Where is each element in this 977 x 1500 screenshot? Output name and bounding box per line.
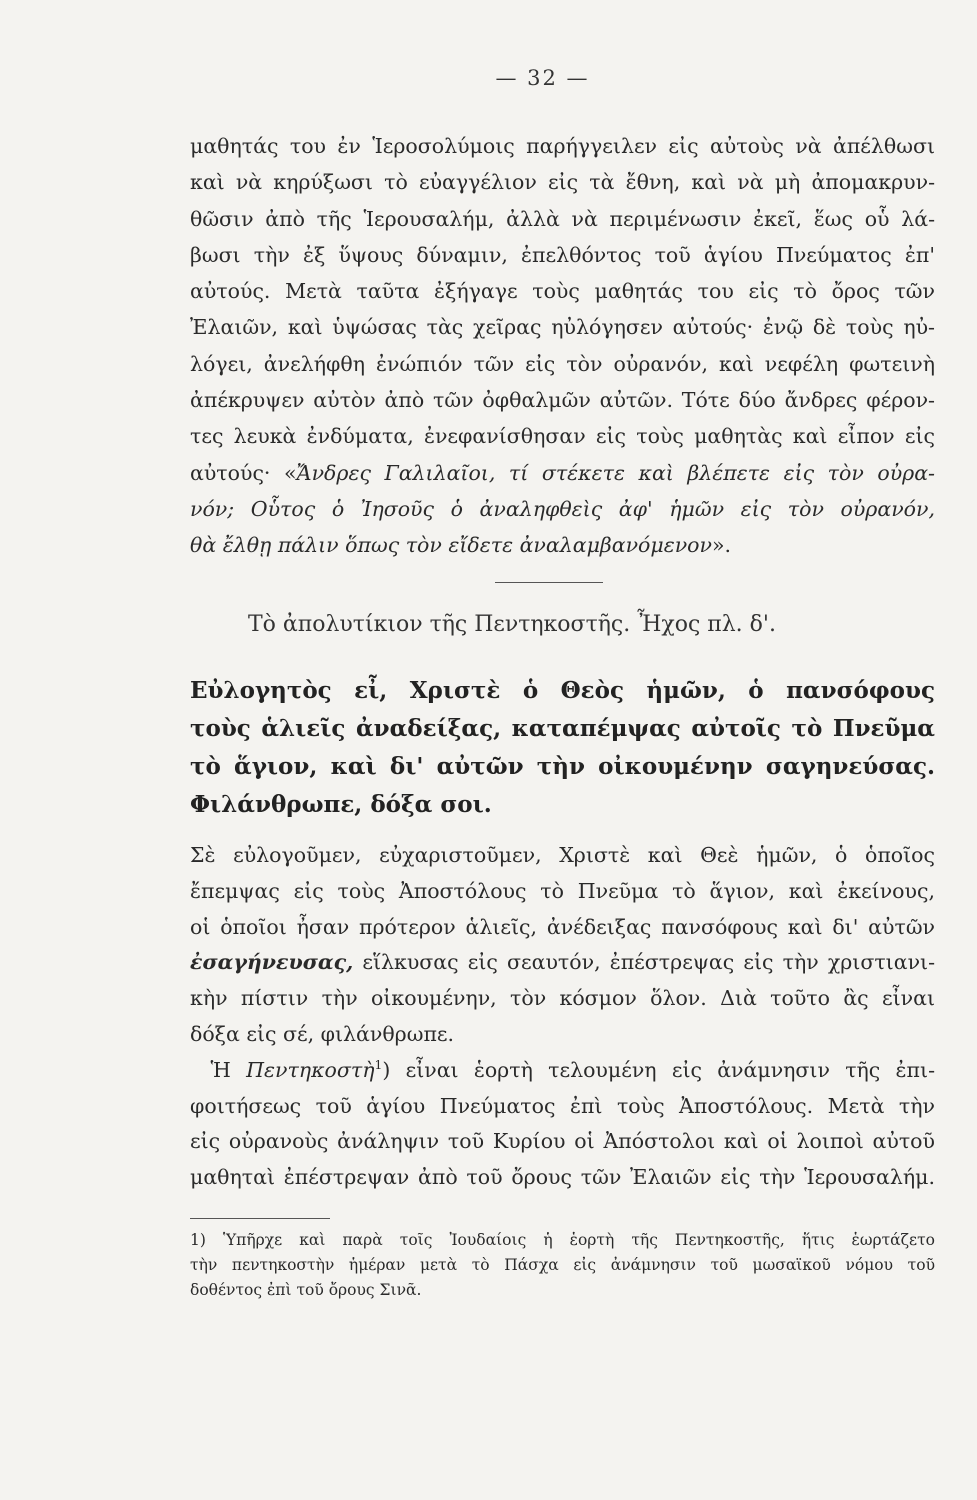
text-line: θῶσιν ἀπὸ τῆς Ἱερουσαλήμ, ἀλλὰ νὰ περιμένωσιν ἐκεῖ, ἕως οὗ λά- bbox=[190, 206, 935, 231]
hymn-text bbox=[190, 672, 935, 824]
text-line: βωσι τὴν ἐξ ὕψους δύναμιν, ἐπελθόντος τοῦ ἁγίου Πνεύματος ἐπ' bbox=[190, 242, 935, 267]
footnote-divider bbox=[190, 1218, 330, 1219]
text-line: κὴν πίστιν τὴν οἰκουμένην, τὸν κόσμον ὅλον. Διὰ τοῦτο ἂς εἶναι bbox=[190, 986, 935, 1011]
text-line bbox=[190, 1053, 935, 1089]
quote-lead: αὐτούς· « bbox=[190, 460, 297, 485]
text-line: φοιτήσεως τοῦ ἁγίου Πνεύματος ἐπὶ τοὺς Ἀποστόλους. Μετὰ τὴν bbox=[190, 1093, 935, 1118]
footnote-ref: 1 bbox=[374, 1057, 383, 1072]
text-line: μαθηταὶ ἐπέστρεψαν ἀπὸ τοῦ ὄρους τῶν Ἐλαιῶν εἰς τὴν Ἱερουσαλήμ. bbox=[190, 1165, 935, 1190]
text-line: καὶ νὰ κηρύξωσι τὸ εὐαγγέλιον εἰς τὰ ἔθνη, καὶ νὰ μὴ ἀπομακρυν- bbox=[190, 170, 935, 195]
hymn-line: τοὺς ἁλιεῖς ἀναδείξας, καταπέμψας αὐτοῖς τὸ Πνεῦμα bbox=[190, 715, 935, 742]
footnote-line: 1) Ὑπῆρχε καὶ παρὰ τοῖς Ἰουδαίοις ἡ ἑορτὴ τῆς Πεντηκοστῆς, ἥτις ἑωρτάζετο bbox=[190, 1231, 935, 1249]
quote-end: ». bbox=[712, 533, 732, 558]
text-span: εἵλκυσας εἰς σεαυτόν, ἐπέστρεψας εἰς τὴν χριστιανι- bbox=[353, 950, 935, 975]
text-line: εἰς οὐρανοὺς ἀνάληψιν τοῦ Κυρίου οἱ Ἀπόστολοι καὶ οἱ λοιποὶ αὐτοῦ bbox=[190, 1129, 935, 1154]
text-line bbox=[190, 455, 935, 491]
text-line: Σὲ εὐλογοῦμεν, εὐχαριστοῦμεν, Χριστὲ καὶ Θεὲ ἡμῶν, ὁ ὁποῖος bbox=[190, 843, 935, 867]
hymn-line: τὸ ἅγιον, καὶ δι' αὐτῶν τὴν οἰκουμένην σαγηνεύσας. bbox=[190, 753, 935, 780]
text-line: δόξα εἰς σέ, φιλάνθρωπε. bbox=[190, 1021, 455, 1046]
text-line bbox=[190, 945, 935, 981]
footnote-line: δοθέντος ἐπὶ τοῦ ὄρους Σινᾶ. bbox=[190, 1281, 422, 1299]
text-line: Ἐλαιῶν, καὶ ὑψώσας τὰς χεῖρας ηὐλόγησεν αὐτούς· ἐνῷ δὲ τοὺς ηὐ- bbox=[190, 315, 935, 340]
text-line: ἔπεμψας εἰς τοὺς Ἀποστόλους τὸ Πνεῦμα τὸ ἅγιον, καὶ ἐκείνους, bbox=[190, 878, 935, 903]
text-line: οἱ ὁποῖοι ἦσαν πρότερον ἁλιεῖς, ἀνέδειξας πανσόφους καὶ δι' αὐτῶν bbox=[190, 914, 935, 939]
paragraph-ascension bbox=[190, 128, 935, 564]
paragraph-translation bbox=[190, 838, 935, 1196]
footnote bbox=[190, 1228, 935, 1303]
quote-text: Ἄνδρες Γαλιλαῖοι, τί στέκετε καὶ βλέπετε εἰς τὸν οὐρα- bbox=[296, 460, 935, 485]
page-number: — 32 — bbox=[495, 66, 590, 90]
text-span: Ἡ bbox=[210, 1057, 247, 1082]
text-line bbox=[190, 527, 935, 563]
text-line: λόγει, ἀνελήφθη ἐνώπιόν τῶν εἰς τὸν οὐρανόν, καὶ νεφέλη φωτεινὴ bbox=[190, 351, 935, 376]
quote-line: νόν; Οὗτος ὁ Ἰησοῦς ὁ ἀναληφθεὶς ἀφ' ἡμῶν εἰς τὸν οὐρανόν, bbox=[190, 496, 935, 521]
section-divider bbox=[495, 582, 603, 583]
quote-text: θὰ ἔλθῃ πάλιν ὅπως τὸν εἴδετε ἀναλαμβανόμενον bbox=[190, 533, 712, 558]
text-line: ἀπέκρυψεν αὐτὸν ἀπὸ τῶν ὀφθαλμῶν αὐτῶν. Τότε δύο ἄνδρες φέρον- bbox=[190, 388, 935, 413]
text-span: ) εἶναι ἑορτὴ τελουμένη εἰς ἀνάμνησιν τῆς ἐπι- bbox=[382, 1057, 935, 1082]
emphasis-word: Πεντηκοστὴ bbox=[246, 1057, 375, 1082]
hymn-line: Φιλάνθρωπε, δόξα σοι. bbox=[190, 791, 492, 818]
text-line: τες λευκὰ ἐνδύματα, ἐνεφανίσθησαν εἰς τοὺς μαθητὰς καὶ εἶπον εἰς bbox=[190, 424, 935, 449]
section-heading: Τὸ ἀπολυτίκιον τῆς Πεντηκοστῆς. Ἦχος πλ. δ'. bbox=[248, 612, 776, 637]
footnote-line: τὴν πεντηκοστὴν ἡμέραν μετὰ τὸ Πάσχα εἰς ἀνάμνησιν τοῦ μωσαϊκοῦ νόμου τοῦ bbox=[190, 1256, 935, 1274]
emphasis-word: ἐσαγήνευσας, bbox=[190, 950, 354, 975]
hymn-line: Εὐλογητὸς εἶ, Χριστὲ ὁ Θεὸς ἡμῶν, ὁ πανσόφους bbox=[190, 677, 935, 704]
text-line: αὐτούς. Μετὰ ταῦτα ἐξήγαγε τοὺς μαθητάς του εἰς τὸ ὄρος τῶν bbox=[190, 279, 935, 304]
text-line: μαθητάς του ἐν Ἱεροσολύμοις παρήγγειλεν εἰς αὐτοὺς νὰ ἀπέλθωσι bbox=[190, 134, 935, 158]
